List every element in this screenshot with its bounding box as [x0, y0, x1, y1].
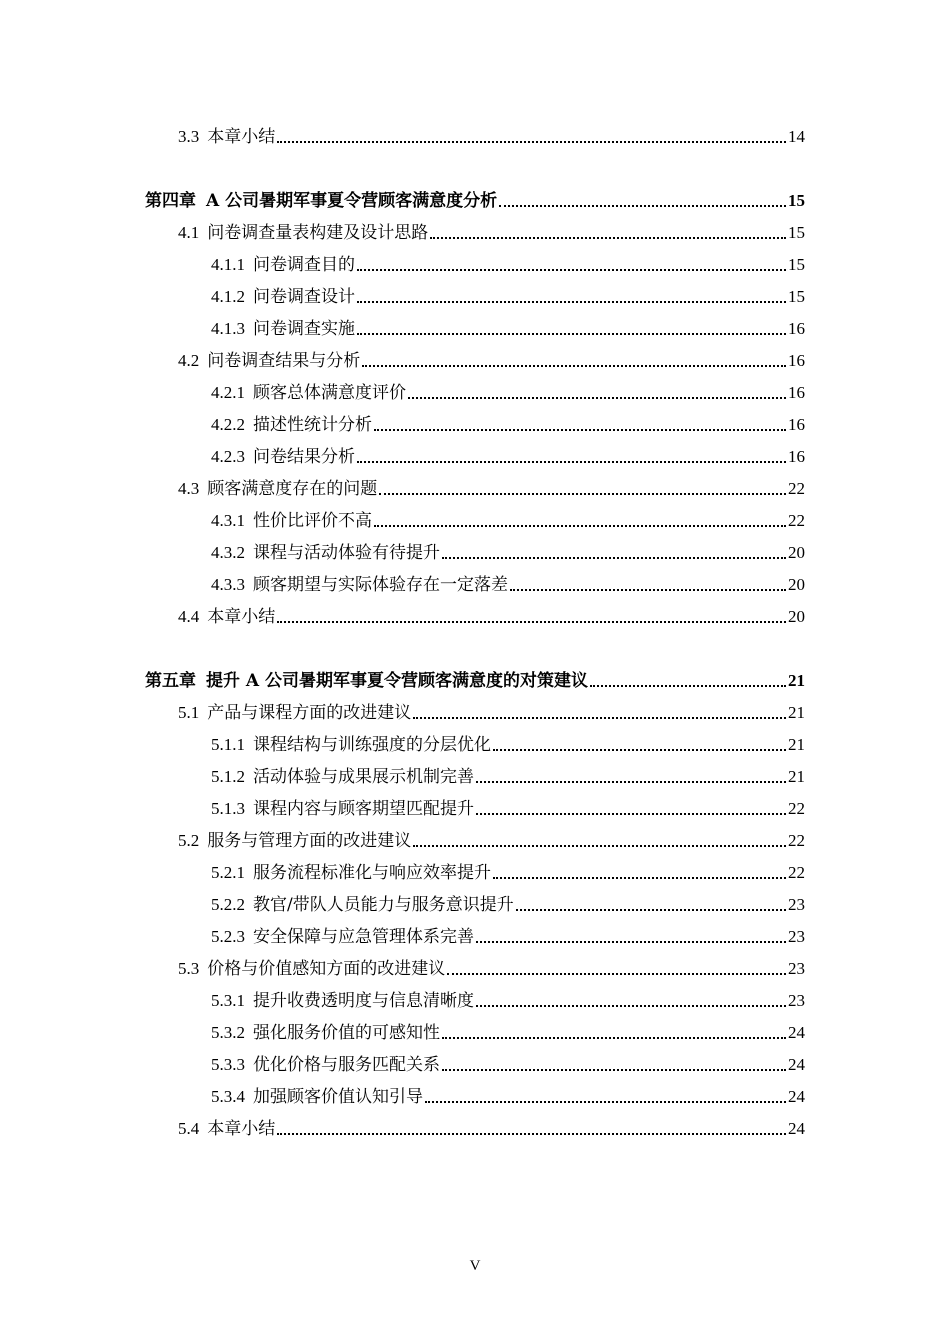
toc-entry-number: 4.2.3 [211, 447, 245, 466]
toc-entry-number: 5.2.2 [211, 895, 245, 914]
toc-entry-page-number: 15 [788, 255, 805, 274]
toc-dot-leader [362, 365, 786, 367]
toc-dot-leader [493, 877, 786, 879]
toc-entry-title: 本章小结 [207, 1119, 276, 1139]
toc-section-entry[interactable] [211, 1012, 805, 1044]
toc-entry-number: 4.1 [178, 223, 200, 242]
toc-entry-page-number: 15 [788, 191, 805, 210]
toc-entry-page-number: 22 [788, 511, 805, 530]
toc-dot-leader [447, 973, 786, 975]
toc-entry-title: 强化服务价值的可感知性 [253, 1023, 440, 1043]
toc-section-entry[interactable] [211, 980, 805, 1012]
toc-entry-title: 问卷调查结果与分析 [207, 351, 361, 371]
toc-section-entry[interactable] [178, 468, 805, 500]
toc-dot-leader [425, 1101, 786, 1103]
toc-dot-leader [590, 685, 786, 687]
toc-entry-page-number: 20 [788, 607, 805, 626]
toc-entry-number: 5.3.4 [211, 1087, 245, 1106]
toc-entry-number: 5.2.3 [211, 927, 245, 946]
toc-section-entry[interactable] [211, 756, 805, 788]
toc-entry-number: 第五章 [145, 671, 196, 691]
toc-dot-leader [277, 1133, 786, 1135]
toc-entry-number: 4.2.1 [211, 383, 245, 402]
toc-dot-leader [476, 941, 786, 943]
toc-entry-title: 性价比评价不高 [253, 511, 372, 531]
toc-section-entry[interactable] [178, 820, 805, 852]
toc-entry-title: 安全保障与应急管理体系完善 [253, 927, 474, 947]
toc-entry-title: 问卷结果分析 [253, 447, 355, 467]
toc-entry-number: 5.2.1 [211, 863, 245, 882]
toc-entry-title: 问卷调查量表构建及设计思路 [207, 223, 429, 243]
toc-entry-title: 提升 A 公司暑期军事夏令营顾客满意度的对策建议 [206, 671, 589, 691]
toc-entry-number: 4.1.1 [211, 255, 245, 274]
toc-entry-title: 问卷调查实施 [253, 319, 355, 339]
toc-entry-page-number: 20 [788, 543, 805, 562]
toc-dot-leader [493, 749, 786, 751]
toc-entry-page-number: 21 [788, 767, 805, 786]
toc-entry-page-number: 16 [788, 447, 805, 466]
toc-section-entry[interactable] [211, 276, 805, 308]
toc-section-entry[interactable] [211, 852, 805, 884]
toc-dot-leader [442, 1037, 786, 1039]
toc-section-entry[interactable] [211, 404, 805, 436]
toc-entry-number: 5.3.1 [211, 991, 245, 1010]
toc-entry-number: 4.1.3 [211, 319, 245, 338]
toc-entry-title: A 公司暑期军事夏令营顾客满意度分析 [206, 191, 498, 211]
toc-dot-leader [476, 781, 786, 783]
toc-entry-page-number: 24 [788, 1055, 805, 1074]
toc-dot-leader [357, 301, 786, 303]
toc-entry-number: 5.1.1 [211, 735, 245, 754]
toc-entry-number: 4.3.1 [211, 511, 245, 530]
toc-entry-number: 4.3 [178, 479, 200, 498]
toc-section-entry[interactable] [211, 500, 805, 532]
toc-entry-title: 顾客总体满意度评价 [253, 383, 406, 403]
toc-entry-page-number: 16 [788, 319, 805, 338]
toc-entry-page-number: 22 [788, 479, 805, 498]
toc-entry-number: 5.4 [178, 1119, 200, 1138]
toc-entry-title: 问卷调查目的 [253, 255, 355, 275]
toc-entry-number: 5.1.3 [211, 799, 245, 818]
toc-entry-title: 课程与活动体验有待提升 [253, 543, 440, 563]
toc-entry-title: 活动体验与成果展示机制完善 [253, 767, 474, 787]
toc-section-entry[interactable] [211, 724, 805, 756]
toc-dot-leader [408, 397, 786, 399]
toc-section-entry[interactable] [211, 916, 805, 948]
toc-section-entry[interactable] [178, 692, 805, 724]
toc-entry-title: 服务流程标准化与响应效率提升 [253, 863, 491, 883]
toc-entry-page-number: 15 [788, 223, 805, 242]
toc-entry-title: 顾客期望与实际体验存在一定落差 [253, 575, 508, 595]
toc-section-entry[interactable] [178, 340, 805, 372]
toc-entry-title: 价格与价值感知方面的改进建议 [207, 959, 446, 979]
toc-entry-page-number: 21 [788, 703, 805, 722]
toc-entry-number: 5.1.2 [211, 767, 245, 786]
toc-entry-number: 第四章 [145, 191, 196, 211]
toc-section-entry[interactable] [211, 564, 805, 596]
toc-entry-number: 4.2.2 [211, 415, 245, 434]
toc-entry-page-number: 20 [788, 575, 805, 594]
toc-entry-title: 加强顾客价值认知引导 [253, 1087, 423, 1107]
toc-entry-page-number: 23 [788, 959, 805, 978]
toc-entry-title: 产品与课程方面的改进建议 [207, 703, 412, 723]
toc-dot-leader [374, 525, 786, 527]
toc-entry-number: 5.3.3 [211, 1055, 245, 1074]
toc-section-entry[interactable] [211, 532, 805, 564]
toc-entry-page-number: 14 [788, 127, 805, 146]
toc-entry-number: 4.3.3 [211, 575, 245, 594]
toc-entry-title: 优化价格与服务匹配关系 [253, 1055, 440, 1075]
toc-dot-leader [374, 429, 786, 431]
toc-entry-page-number: 23 [788, 927, 805, 946]
toc-dot-leader [476, 1005, 786, 1007]
toc-dot-leader [510, 589, 786, 591]
toc-entry-title: 本章小结 [207, 127, 276, 147]
toc-entry-title: 课程结构与训练强度的分层优化 [253, 735, 491, 755]
toc-entry-page-number: 24 [788, 1023, 805, 1042]
toc-section-entry[interactable] [178, 596, 805, 628]
toc-section-entry[interactable] [211, 372, 805, 404]
toc-entry-number: 4.3.2 [211, 543, 245, 562]
toc-dot-leader [277, 141, 786, 143]
toc-entry-page-number: 22 [788, 831, 805, 850]
toc-entry-number: 5.3 [178, 959, 200, 978]
toc-entry-page-number: 21 [788, 671, 805, 690]
toc-section-entry[interactable] [178, 948, 805, 980]
toc-dot-leader [476, 813, 786, 815]
toc-section-entry[interactable] [211, 788, 805, 820]
toc-entry-page-number: 16 [788, 383, 805, 402]
toc-entry-page-number: 16 [788, 351, 805, 370]
toc-dot-leader [499, 205, 786, 207]
toc-entry-title: 服务与管理方面的改进建议 [207, 831, 412, 851]
page-number-footer: V [469, 1258, 481, 1274]
toc-entry-number: 3.3 [178, 127, 200, 146]
toc-section-entry[interactable] [178, 212, 805, 244]
toc-entry-title: 问卷调查设计 [253, 287, 355, 307]
toc-chapter-entry[interactable] [145, 180, 805, 212]
toc-dot-leader [413, 717, 786, 719]
toc-entry-number: 5.1 [178, 703, 200, 722]
toc-entry-number: 4.2 [178, 351, 200, 370]
toc-section-entry[interactable] [178, 116, 805, 148]
toc-entry-title: 顾客满意度存在的问题 [207, 479, 378, 499]
toc-dot-leader [277, 621, 786, 623]
toc-entry-page-number: 16 [788, 415, 805, 434]
toc-dot-leader [357, 333, 786, 335]
toc-entry-page-number: 23 [788, 895, 805, 914]
toc-dot-leader [413, 845, 786, 847]
toc-dot-leader [430, 237, 786, 239]
toc-entry-title: 教官/带队人员能力与服务意识提升 [253, 895, 514, 915]
toc-section-entry[interactable] [211, 244, 805, 276]
toc-entry-title: 本章小结 [207, 607, 276, 627]
toc-entry-number: 4.4 [178, 607, 200, 626]
toc-dot-leader [379, 493, 786, 495]
toc-entry-page-number: 22 [788, 863, 805, 882]
toc-entry-page-number: 15 [788, 287, 805, 306]
toc-dot-leader [516, 909, 786, 911]
toc-entry-title: 描述性统计分析 [253, 415, 372, 435]
toc-section-entry[interactable] [178, 1108, 805, 1140]
toc-entry-number: 5.3.2 [211, 1023, 245, 1042]
toc-dot-leader [442, 557, 786, 559]
toc-dot-leader [357, 461, 786, 463]
toc-entry-title: 课程内容与顾客期望匹配提升 [253, 799, 474, 819]
toc-entry-page-number: 21 [788, 735, 805, 754]
toc-section-entry[interactable] [211, 1076, 805, 1108]
toc-entry-number: 5.2 [178, 831, 200, 850]
toc-entry-page-number: 24 [788, 1119, 805, 1138]
toc-entry-page-number: 22 [788, 799, 805, 818]
toc-section-entry[interactable] [211, 1044, 805, 1076]
toc-entry-title: 提升收费透明度与信息清晰度 [253, 991, 474, 1011]
toc-entry-page-number: 23 [788, 991, 805, 1010]
toc-section-entry[interactable] [211, 436, 805, 468]
toc-dot-leader [442, 1069, 786, 1071]
toc-entry-page-number: 24 [788, 1087, 805, 1106]
toc-section-entry[interactable] [211, 884, 805, 916]
toc-dot-leader [357, 269, 786, 271]
toc-entry-number: 4.1.2 [211, 287, 245, 306]
toc-section-entry[interactable] [211, 308, 805, 340]
toc-chapter-entry[interactable] [145, 660, 805, 692]
